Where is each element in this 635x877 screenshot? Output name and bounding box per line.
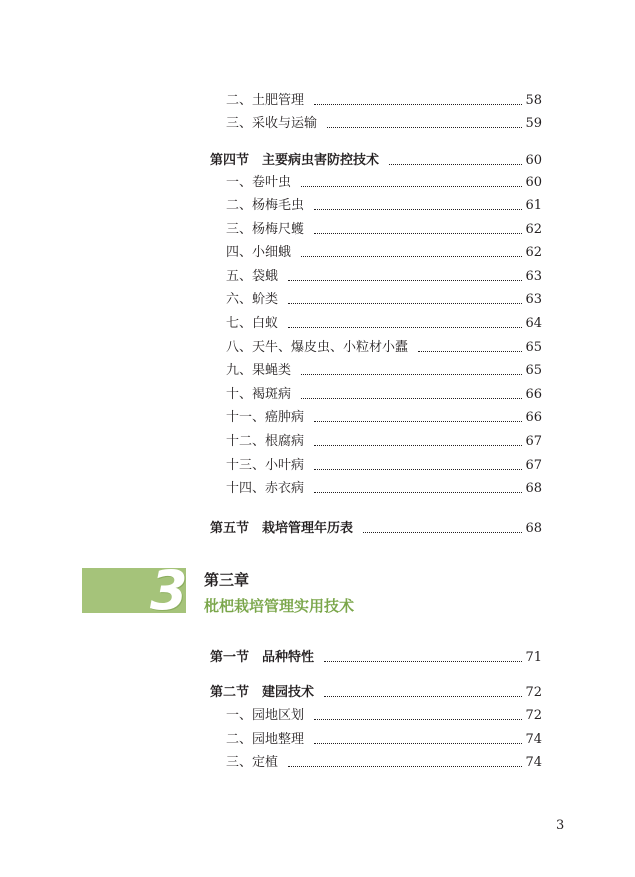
toc-entry-label: 第一节 品种特性 (210, 650, 315, 665)
toc-dot-leader (389, 164, 522, 165)
toc-entry (0, 479, 635, 499)
toc-entry-label: 五、袋蛾 (226, 269, 279, 284)
toc-entry-label: 十三、小叶病 (226, 458, 305, 473)
toc-entry (0, 432, 635, 452)
toc-entry (0, 267, 635, 287)
toc-entry (0, 730, 635, 750)
toc-entry (0, 114, 635, 134)
toc-entry-label: 八、天牛、爆皮虫、小粒材小蠹 (226, 340, 409, 355)
toc-entry-page: 63 (525, 292, 542, 307)
toc-entry-label: 三、定植 (226, 755, 279, 770)
toc-entry-page: 59 (525, 116, 542, 131)
toc-entry-label: 十、褐斑病 (226, 387, 292, 402)
toc-dot-leader (314, 445, 522, 446)
toc-dot-leader (314, 469, 522, 470)
toc-entry-label: 十四、赤衣病 (226, 481, 305, 496)
toc-entry-label: 四、小细蛾 (226, 245, 292, 260)
toc-dot-leader (327, 127, 522, 128)
toc-entry (0, 173, 635, 193)
toc-dot-leader (324, 661, 522, 662)
toc-entry-page: 64 (525, 316, 542, 331)
toc-entry-page: 58 (525, 93, 542, 108)
toc-entry (0, 456, 635, 476)
toc-entry-page: 67 (525, 434, 542, 449)
toc-entry-label: 三、采收与运输 (226, 116, 318, 131)
toc-section-entry (0, 683, 635, 703)
toc-entry (0, 385, 635, 405)
toc-entry-page: 72 (525, 708, 542, 723)
toc-entry-page: 67 (525, 458, 542, 473)
toc-dot-leader (314, 104, 522, 105)
toc-entry-page: 65 (525, 340, 542, 355)
toc-entry (0, 706, 635, 726)
toc-dot-leader (324, 696, 522, 697)
toc-entry (0, 220, 635, 240)
toc-dot-leader (288, 766, 522, 767)
toc-entry-page: 66 (525, 387, 542, 402)
toc-entry-label: 三、杨梅尺蠖 (226, 222, 305, 237)
toc-entry-page: 74 (525, 755, 542, 770)
toc-dot-leader (314, 492, 522, 493)
toc-entry-page: 61 (525, 198, 542, 213)
toc-entry (0, 408, 635, 428)
toc-entry (0, 314, 635, 334)
toc-entry-page: 62 (525, 222, 542, 237)
chapter-label: 第三章 (204, 571, 250, 589)
toc-entry-page: 66 (525, 410, 542, 425)
toc-entry (0, 243, 635, 263)
toc-dot-leader (301, 186, 522, 187)
chapter-number: 3 (150, 559, 188, 622)
toc-dot-leader (314, 719, 522, 720)
toc-entry-label: 第二节 建园技术 (210, 685, 315, 700)
page-number: 3 (556, 818, 565, 833)
toc-entry-page: 65 (525, 363, 542, 378)
chapter-number-block (82, 559, 188, 622)
toc-entry-label: 十二、根腐病 (226, 434, 305, 449)
toc-entry (0, 290, 635, 310)
toc-entry-page: 72 (525, 685, 542, 700)
toc-entry-label: 第四节 主要病虫害防控技术 (210, 153, 380, 168)
toc-entry-label: 九、果蝇类 (226, 363, 292, 378)
toc-dot-leader (301, 374, 522, 375)
toc-dot-leader (418, 351, 522, 352)
toc-entry (0, 91, 635, 111)
toc-entry (0, 338, 635, 358)
toc-entry-label: 二、土肥管理 (226, 93, 305, 108)
toc-entry-page: 62 (525, 245, 542, 260)
toc-entry-page: 60 (525, 153, 542, 168)
toc-dot-leader (314, 743, 522, 744)
toc-dot-leader (314, 233, 522, 234)
toc-dot-leader (288, 280, 522, 281)
toc-entry-page: 60 (525, 175, 542, 190)
toc-dot-leader (363, 532, 522, 533)
toc-entry-label: 六、蚧类 (226, 292, 279, 307)
toc-dot-leader (301, 256, 522, 257)
toc-entry-label: 十一、癌肿病 (226, 410, 305, 425)
toc-entry (0, 361, 635, 381)
toc-entry-page: 74 (525, 732, 542, 747)
toc-dot-leader (314, 421, 522, 422)
toc-entry (0, 753, 635, 773)
toc-section-entry (0, 151, 635, 171)
toc-entry-page: 68 (525, 481, 542, 496)
toc-entry-page: 63 (525, 269, 542, 284)
toc-entry-label: 七、白蚁 (226, 316, 279, 331)
toc-dot-leader (288, 327, 522, 328)
toc-entry-label: 第五节 栽培管理年历表 (210, 521, 354, 536)
toc-dot-leader (314, 209, 522, 210)
toc-entry-label: 一、卷叶虫 (226, 175, 292, 190)
toc-entry-page: 68 (525, 521, 542, 536)
chapter-title: 枇杷栽培管理实用技术 (204, 597, 355, 615)
toc-dot-leader (301, 398, 522, 399)
toc-section-entry (0, 519, 635, 539)
toc-entry-page: 71 (525, 650, 542, 665)
toc-dot-leader (288, 303, 522, 304)
toc-section-entry (0, 648, 635, 668)
toc-entry-label: 一、园地区划 (226, 708, 305, 723)
toc-entry-label: 二、园地整理 (226, 732, 305, 747)
toc-entry (0, 196, 635, 216)
toc-entry-label: 二、杨梅毛虫 (226, 198, 305, 213)
